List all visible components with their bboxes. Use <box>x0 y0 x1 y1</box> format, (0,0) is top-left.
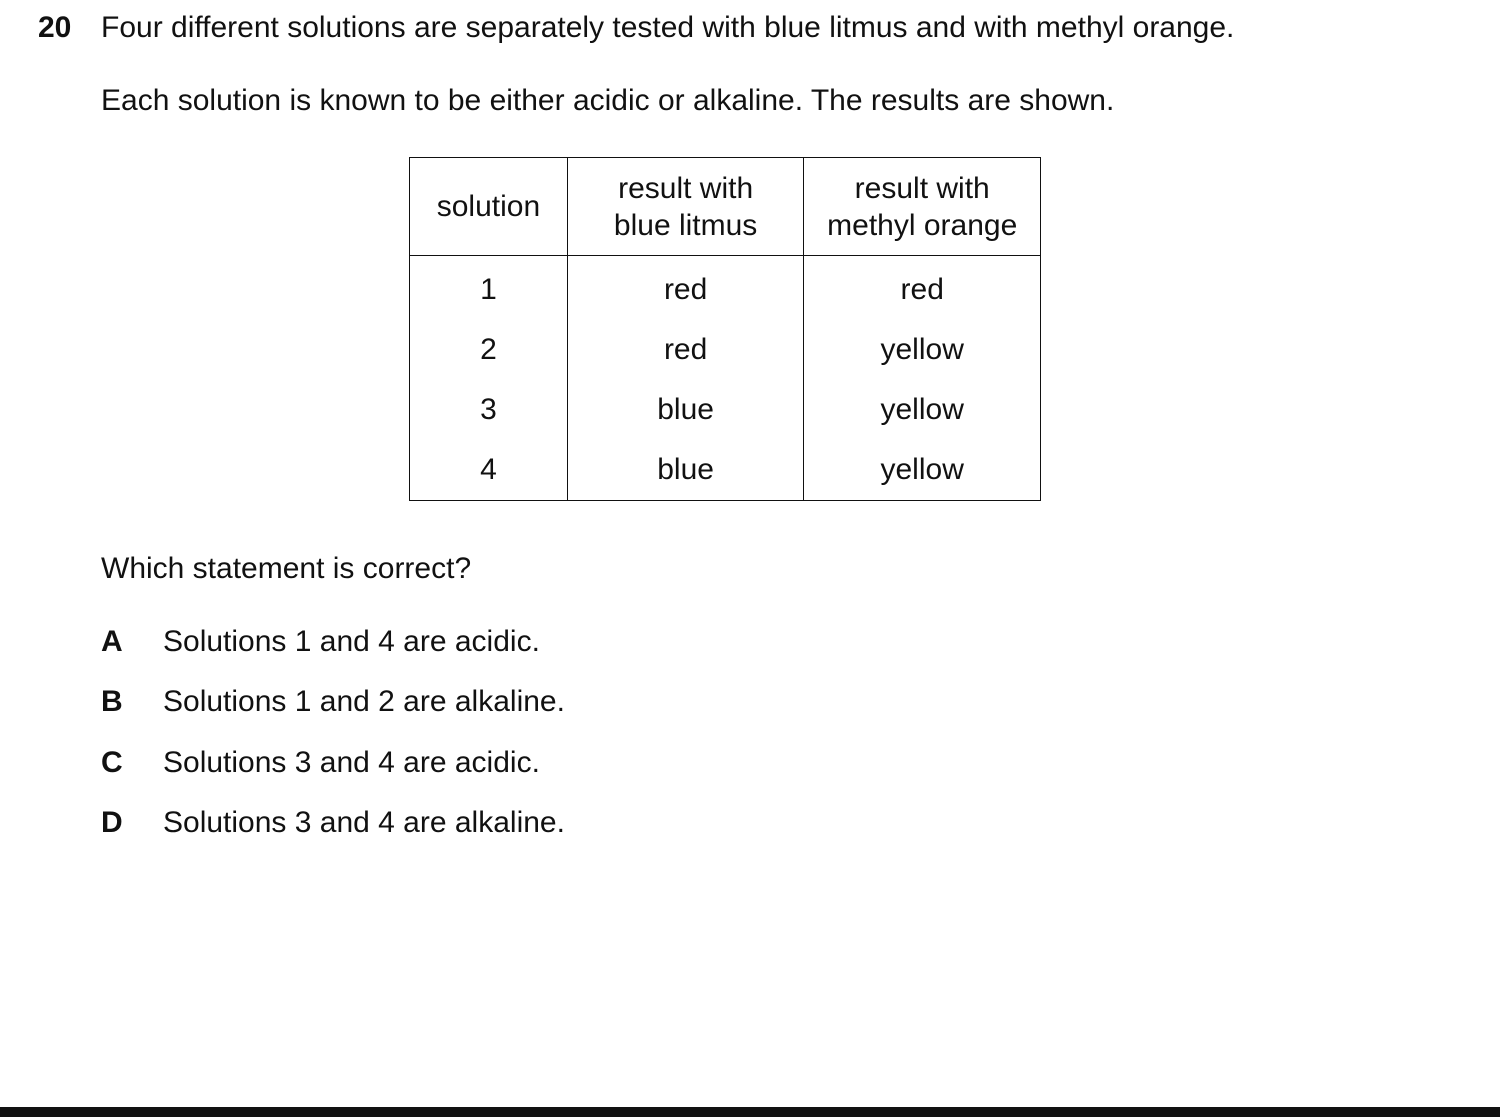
option-d[interactable] <box>101 805 565 841</box>
table-row <box>410 380 1041 440</box>
cell-methyl: red <box>804 256 1041 321</box>
cell-solution: 3 <box>410 380 568 440</box>
header-methyl-line1: result with <box>854 171 990 205</box>
cell-methyl: yellow <box>804 320 1041 380</box>
question-context: Each solution is known to be either acidic or alkaline. The results are shown. <box>101 84 1115 117</box>
cell-litmus: red <box>567 320 804 380</box>
option-c[interactable] <box>101 745 540 781</box>
table-row <box>410 256 1041 321</box>
header-solution-label: solution <box>436 190 541 223</box>
cell-litmus: blue <box>567 380 804 440</box>
cell-methyl: yellow <box>804 440 1041 501</box>
question-intro: Four different solutions are separately tested with blue litmus and with methyl orange. <box>101 11 1235 44</box>
option-letter: B <box>101 685 123 718</box>
table-header-row <box>410 158 1041 256</box>
header-blue-litmus <box>567 158 804 256</box>
option-a[interactable] <box>101 624 540 660</box>
option-letter: A <box>101 625 123 658</box>
cell-solution: 4 <box>410 440 568 501</box>
cell-methyl: yellow <box>804 380 1041 440</box>
header-methyl-orange <box>804 158 1041 256</box>
cell-litmus: red <box>567 256 804 321</box>
question-number: 20 <box>38 11 72 44</box>
option-letter: D <box>101 806 123 839</box>
option-b[interactable] <box>101 684 565 720</box>
option-text: Solutions 3 and 4 are alkaline. <box>163 806 565 839</box>
cell-litmus: blue <box>567 440 804 501</box>
page-footer-bar <box>0 1107 1500 1117</box>
option-text: Solutions 3 and 4 are acidic. <box>163 746 540 779</box>
option-text: Solutions 1 and 2 are alkaline. <box>163 685 565 718</box>
cell-solution: 1 <box>410 256 568 321</box>
table-row <box>410 440 1041 501</box>
header-litmus-line2: blue litmus <box>613 208 758 242</box>
results-table <box>409 157 1041 501</box>
table-row <box>410 320 1041 380</box>
option-letter: C <box>101 746 123 779</box>
cell-solution: 2 <box>410 320 568 380</box>
question-prompt: Which statement is correct? <box>101 552 472 585</box>
header-methyl-line2: methyl orange <box>827 208 1018 242</box>
header-litmus-line1: result with <box>618 171 754 205</box>
option-text: Solutions 1 and 4 are acidic. <box>163 625 540 658</box>
header-solution <box>410 158 568 256</box>
